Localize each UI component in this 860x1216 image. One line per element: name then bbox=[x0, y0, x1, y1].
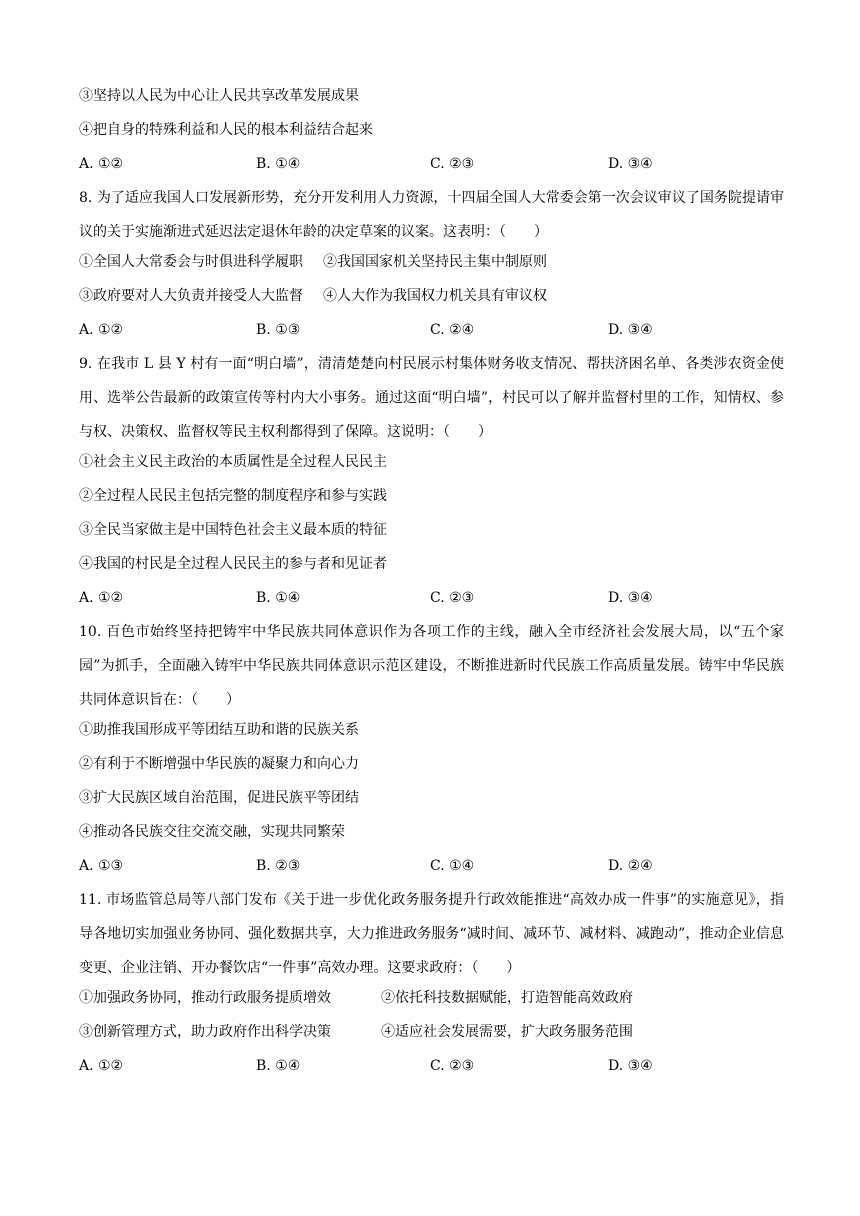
q8-option-c[interactable]: C. ②④ bbox=[430, 322, 475, 338]
q11-statement-3: ③创新管理方式，助力政府作出科学决策 bbox=[79, 1024, 331, 1040]
q7-option-a[interactable]: A. ①② bbox=[79, 156, 124, 172]
q8-statement-2: ②我国国家机关坚持民主集中制原则 bbox=[323, 254, 547, 270]
q11-stem: 11. 市场监管总局等八部门发布《关于进一步优化政务服务提升行政效能推进“高效办成一件事”的实施意见》，指导各地切实加强业务协同、强化数据共享，大力推进政务服务“减时间、减环节、减材料、减跑动”，推动企业信息变更、企业注销、开办餐饮店“一件事”高效办理。这要求政府：（ ） bbox=[79, 892, 784, 976]
q8-options bbox=[79, 318, 784, 352]
q11-statements-row-2 bbox=[79, 1020, 784, 1054]
q10-option-c[interactable]: C. ①④ bbox=[430, 858, 475, 874]
q8-statements-row-1 bbox=[79, 250, 784, 284]
q8-statement-3: ③政府要对人大负责并接受人大监督 bbox=[79, 288, 303, 304]
q7-option-c[interactable]: C. ②③ bbox=[430, 156, 475, 172]
q10-statement-3: ③扩大民族区域自治范围，促进民族平等团结 bbox=[79, 790, 359, 806]
q11-option-d[interactable]: D. ③④ bbox=[608, 1058, 653, 1074]
q7-option-d[interactable]: D. ③④ bbox=[608, 156, 653, 172]
q9-statement-4: ④我国的村民是全过程人民民主的参与者和见证者 bbox=[79, 556, 387, 572]
q7-statement-3: ③坚持以人民为中心让人民共享改革发展成果 bbox=[79, 88, 359, 104]
q10-statement-1: ①助推我国形成平等团结互助和谐的民族关系 bbox=[79, 722, 359, 738]
q8-stem: 8. 为了适应我国人口发展新形势，充分开发利用人力资源，十四届全国人大常委会第一次会议审议了国务院提请审议的关于实施渐进式延迟法定退休年龄的决定草案的议案。这表明：（ ） bbox=[79, 190, 784, 240]
q8-option-d[interactable]: D. ③④ bbox=[608, 322, 653, 338]
q7-options bbox=[79, 152, 784, 186]
q9-statement-2: ②全过程人民民主包括完整的制度程序和参与实践 bbox=[79, 488, 387, 504]
q8-statement-1: ①全国人大常委会与时俱进科学履职 bbox=[79, 254, 303, 270]
q9-option-c[interactable]: C. ②③ bbox=[430, 590, 475, 606]
question-content bbox=[79, 84, 784, 1088]
q11-option-b[interactable]: B. ①④ bbox=[256, 1058, 301, 1074]
q7-option-b[interactable]: B. ①④ bbox=[256, 156, 301, 172]
q9-statement-3: ③全民当家做主是中国特色社会主义最本质的特征 bbox=[79, 522, 387, 538]
q7-statement-4: ④把自身的特殊利益和人民的根本利益结合起来 bbox=[79, 122, 373, 138]
q9-options bbox=[79, 586, 784, 620]
q11-statements-row-1 bbox=[79, 986, 784, 1020]
q10-option-d[interactable]: D. ②④ bbox=[608, 858, 653, 874]
q8-option-a[interactable]: A. ①② bbox=[79, 322, 124, 338]
q11-statement-2: ②依托科技数据赋能，打造智能高效政府 bbox=[381, 990, 633, 1006]
q8-option-b[interactable]: B. ①③ bbox=[256, 322, 301, 338]
q9-option-d[interactable]: D. ③④ bbox=[608, 590, 653, 606]
q11-statement-4: ④适应社会发展需要，扩大政务服务范围 bbox=[381, 1024, 633, 1040]
q10-stem: 10. 百色市始终坚持把铸牢中华民族共同体意识作为各项工作的主线，融入全市经济社会发展大局，以“五个家园”为抓手，全面融入铸牢中华民族共同体意识示范区建设，不断推进新时代民族工作高质量发展。铸牢中华民族共同体意识旨在：（ ） bbox=[79, 624, 784, 708]
q11-statement-1: ①加强政务协同，推动行政服务提质增效 bbox=[79, 990, 331, 1006]
q10-statement-4: ④推动各民族交往交流交融，实现共同繁荣 bbox=[79, 824, 345, 840]
q9-stem: 9. 在我市 L 县 Y 村有一面“明白墙”，清清楚楚向村民展示村集体财务收支情况、帮扶济困名单、各类涉农资金使用、选举公告最新的政策宣传等村内大小事务。通过这面“明白墙”，村民可以了解并监督村里的工作，知情权、参与权、决策权、监督权等民主权利都得到了保障。这说明：（ ） bbox=[79, 356, 784, 440]
q10-options bbox=[79, 854, 784, 888]
q10-option-a[interactable]: A. ①③ bbox=[79, 858, 124, 874]
q11-options bbox=[79, 1054, 784, 1088]
q10-statement-2: ②有利于不断增强中华民族的凝聚力和向心力 bbox=[79, 756, 359, 772]
q8-statements-row-2 bbox=[79, 284, 784, 318]
q9-option-b[interactable]: B. ①④ bbox=[256, 590, 301, 606]
q11-option-c[interactable]: C. ②③ bbox=[430, 1058, 475, 1074]
q9-option-a[interactable]: A. ①② bbox=[79, 590, 124, 606]
q9-statement-1: ①社会主义民主政治的本质属性是全过程人民民主 bbox=[79, 454, 387, 470]
q8-statement-4: ④人大作为我国权力机关具有审议权 bbox=[323, 288, 547, 304]
q11-option-a[interactable]: A. ①② bbox=[79, 1058, 124, 1074]
q10-option-b[interactable]: B. ②③ bbox=[256, 858, 301, 874]
